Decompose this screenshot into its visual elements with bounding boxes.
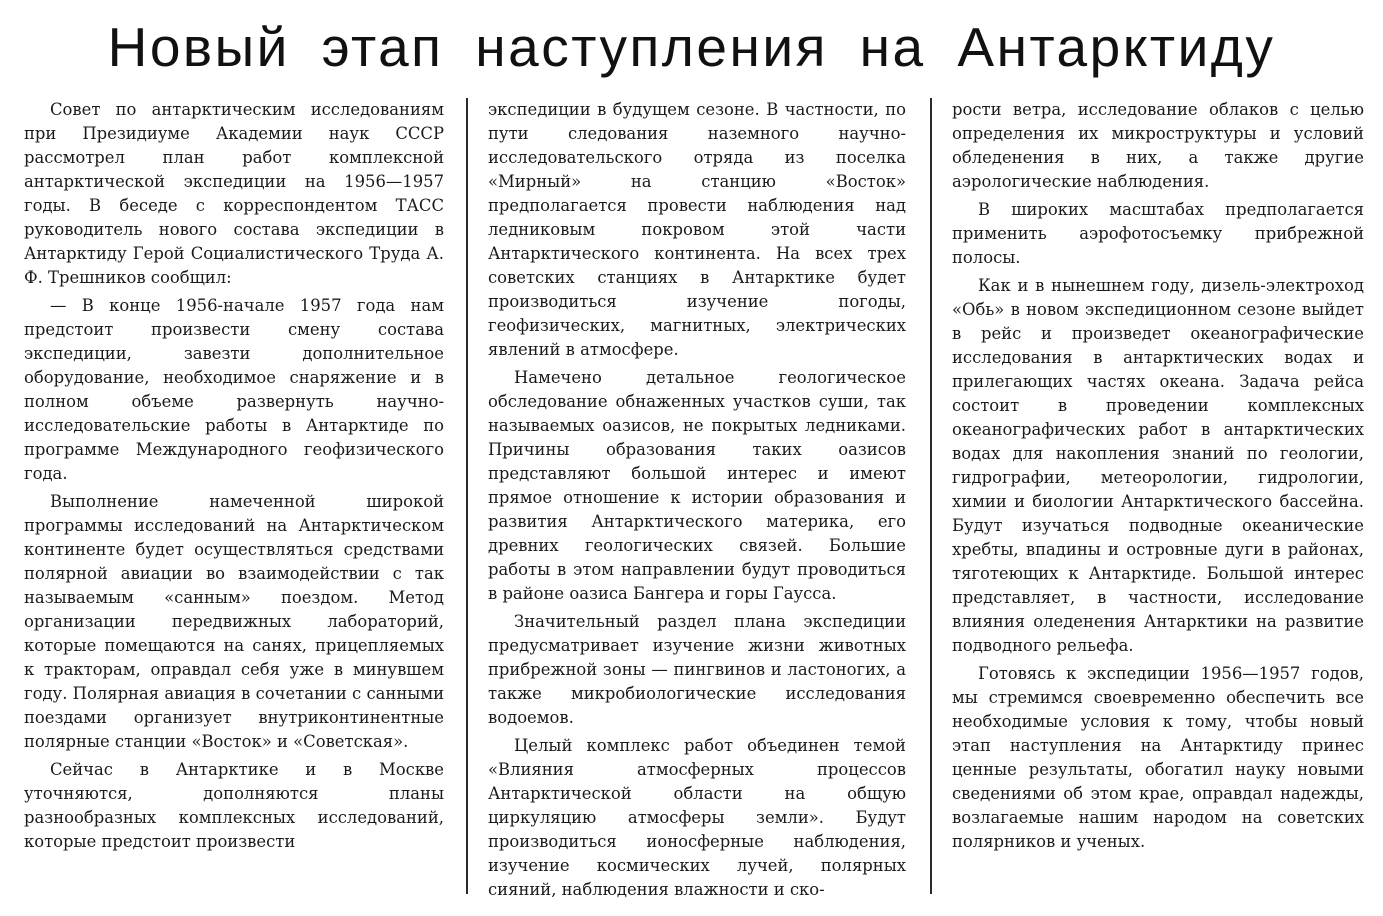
article-paragraph: Сейчас в Антарктике и в Москве уточняются, дополняются планы разнообразных комплексных исследований, которые предстоит произвести — [24, 760, 444, 851]
article-paragraph: Значительный раздел плана экспедиции предусматривает изучение жизни животных прибрежной зоны — пингвинов и ластоногих, а также микробиологические исследования водоемов. — [488, 612, 906, 727]
column-divider — [930, 98, 932, 894]
article-column-2 — [488, 98, 906, 906]
article-paragraph: — В конце 1956-начале 1957 года нам предстоит произвести смену состава экспедиции, завезти дополнительное оборудование, необходимое снаряжение и в полном объеме развернуть научно-исследовательские работы в Антарктиде по программе Международного геофизического года. — [24, 296, 444, 483]
article-paragraph: Совет по антарктическим исследованиям при Президиуме Академии наук СССР рассмотрел план работ комплексной антарктической экспедиции на 1956—1957 годы. В беседе с корреспондентом ТАСС руководитель нового состава экспедиции в Антарктиду Герой Социалистического Труда А. Ф. Трешников сообщил: — [24, 100, 444, 287]
article-column-1 — [24, 98, 444, 858]
article-paragraph: Готовясь к экспедиции 1956—1957 годов, мы стремимся своевременно обеспечить все необходимые условия к тому, чтобы новый этап наступления на Антарктиду принес ценные результаты, обогатил науку новыми сведениями об этом крае, оправдал надежды, возлагаемые нашим народом на советских полярников и ученых. — [952, 664, 1364, 851]
article-headline: Новый этап наступления на Антарктиду — [107, 16, 1276, 78]
article-paragraph: Как и в нынешнем году, дизель-электроход «Обь» в новом экспедиционном сезоне выйдет в рейс и произведет океанографические исследования в антарктических водах и прилегающих частях океана. Задача рейса состоит в проведении комплексных океанографических работ в антарктических водах для накопления знаний по геологии, гидрографии, метеорологии, гидрологии, химии и биологии Антарктического бассейна. Будут изучаться подводные океанические хребты, впадины и островные дуги в районах, тяготеющих к Антарктиде. Большой интерес представляет, в частности, исследование влияния оледенения Антарктики на развитие подводного рельефа. — [952, 276, 1364, 655]
article-paragraph: В широких масштабах предполагается применить аэрофотосъемку прибрежной полосы. — [952, 200, 1364, 267]
article-paragraph: Намечено детальное геологическое обследование обнаженных участков суши, так называемых оазисов, не покрытых ледниками. Причины образования таких оазисов представляют большой интерес и имеют прямое отношение к истории образования и развития Антарктического материка, его древних геологических связей. Большие работы в этом направлении будут проводиться в районе оазиса Бангера и горы Гаусса. — [488, 368, 906, 603]
article-paragraph-continued: рости ветра, исследование облаков с целью определения их микроструктуры и условий обледенения в них, а также другие аэрологические наблюдения. — [952, 100, 1364, 191]
article-column-3 — [952, 98, 1364, 858]
article-paragraph: Выполнение намеченной широкой программы исследований на Антарктическом континенте будет осуществляться средствами полярной авиации во взаимодействии с так называемым «санным» поездом. Метод организации передвижных лабораторий, которые помещаются на санях, прицепляемых к тракторам, оправдал себя уже в минувшем году. Полярная авиация в сочетании с санными поездами организует внутриконтинентные полярные станции «Восток» и «Советская». — [24, 492, 444, 751]
article-paragraph-continued: экспедиции в будущем сезоне. В частности, по пути следования наземного научно-исследовательского отряда из поселка «Мирный» на станцию «Восток» предполагается провести наблюдения над ледниковым покровом этой части Антарктического континента. На всех трех советских станциях в Антарктике будет производиться изучение погоды, геофизических, магнитных, электрических явлений в атмосфере. — [488, 100, 906, 359]
article-paragraph: Целый комплекс работ объединен темой «Влияния атмосферных процессов Антарктической области на общую циркуляцию атмосферы земли». Будут производиться ионосферные наблюдения, изучение космических лучей, полярных сияний, наблюдения влажности и ско- — [488, 736, 906, 899]
column-divider — [466, 98, 468, 894]
